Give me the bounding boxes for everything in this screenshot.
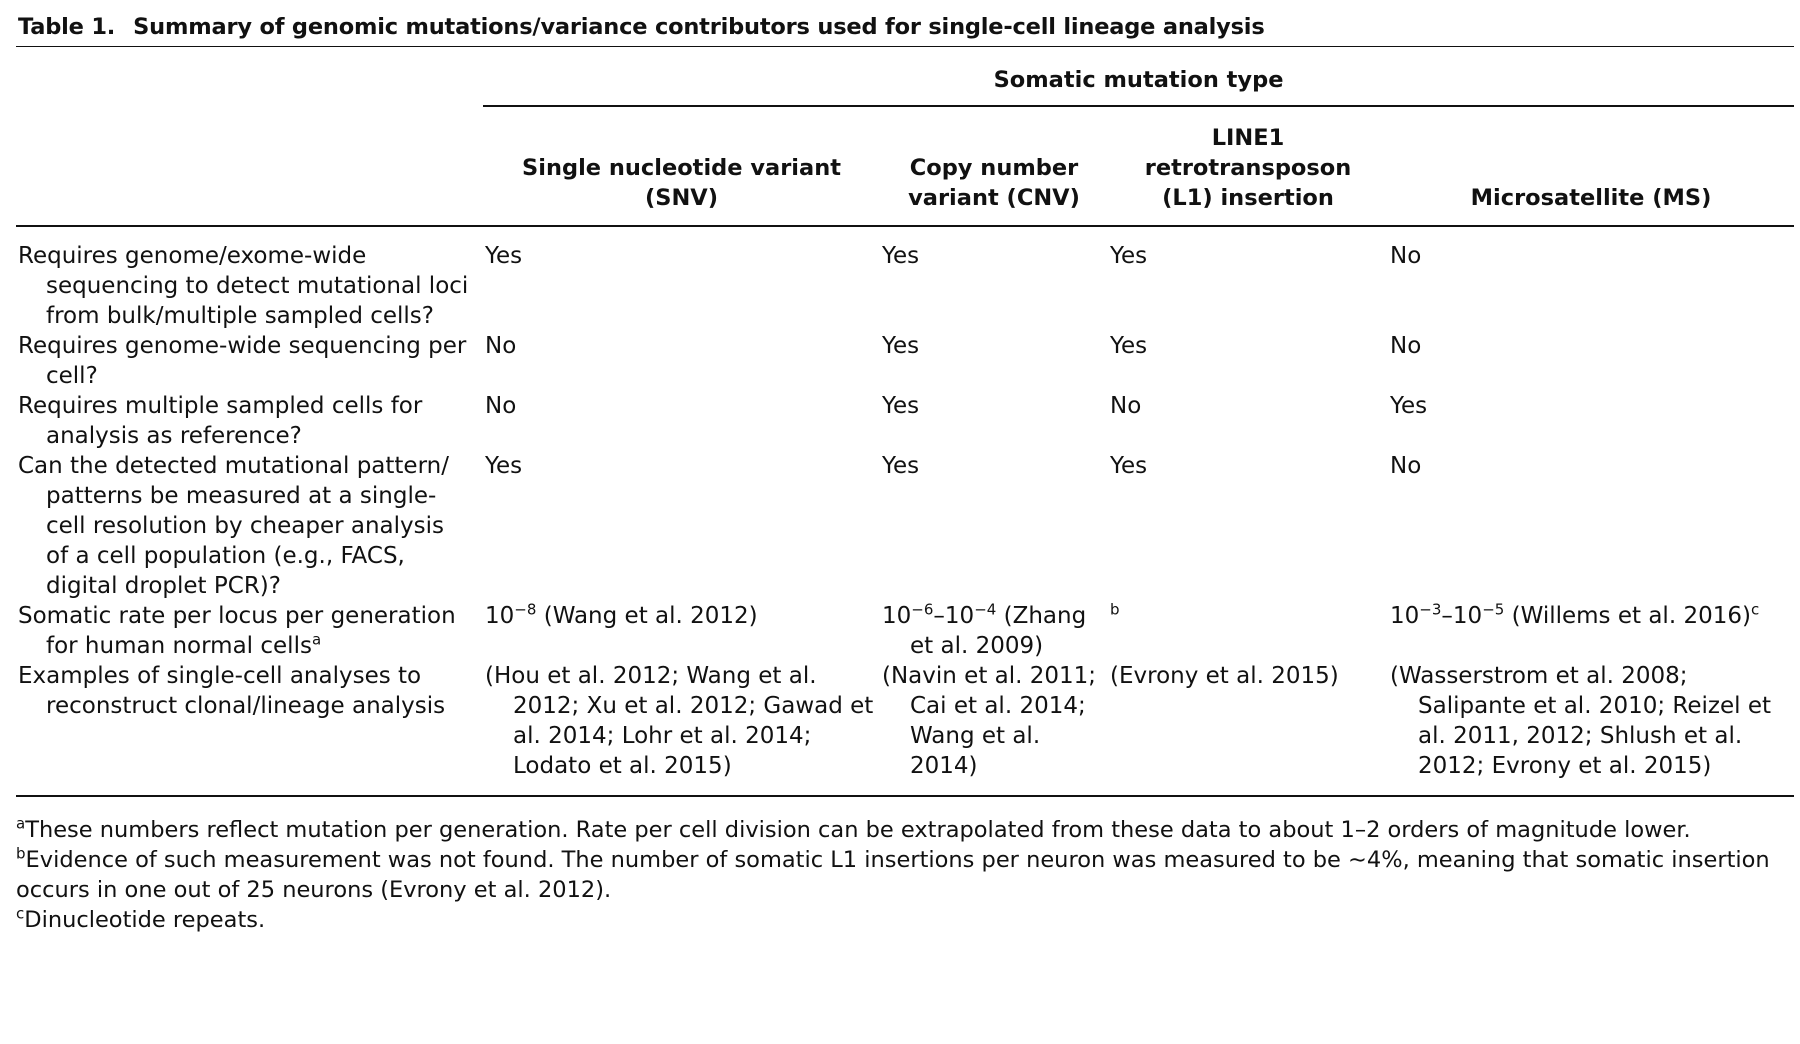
- group-header: Somatic mutation type: [483, 47, 1794, 106]
- table-cell: No: [1390, 333, 1422, 359]
- row-label: [16, 391, 483, 451]
- cell-text: [882, 601, 1102, 661]
- footnote-mark: a: [311, 630, 322, 649]
- table-cell: [880, 661, 1108, 796]
- row-label-text: Requires genome/exome-wide sequencing to detect mutational loci from bulk/multiple sampled cells?: [18, 243, 469, 329]
- footnote-mark: c: [16, 904, 25, 923]
- footnote-a: [16, 815, 1776, 845]
- footnotes: [16, 815, 1776, 935]
- footnote-text: Evidence of such measurement was not found. The number of somatic L1 insertions per neuron was measured to be ∼4%, meaning that somatic insertion occurs in one out of 25 neurons (Evrony et al. 2012).: [16, 847, 1770, 903]
- table-row: [16, 601, 1794, 661]
- table-cell: Yes: [1110, 333, 1148, 359]
- table-row: [16, 331, 1794, 391]
- cell-text: [1390, 601, 1788, 631]
- column-header-line: (SNV): [644, 185, 718, 211]
- table-cell: Yes: [882, 393, 920, 419]
- table-row: [16, 391, 1794, 451]
- cell-tail: –10: [1441, 603, 1483, 629]
- column-header-cnv: [880, 106, 1108, 226]
- row-label-text: Requires multiple sampled cells for analysis as reference?: [18, 393, 423, 449]
- footnote-mark: c: [1750, 600, 1760, 619]
- table-cell: Yes: [882, 243, 920, 269]
- table-cell: Yes: [1110, 453, 1148, 479]
- column-header-line: Microsatellite (MS): [1470, 185, 1712, 211]
- table-cell: Yes: [485, 243, 523, 269]
- cell-base: 10: [485, 603, 515, 629]
- table-row: [16, 226, 1794, 331]
- column-header-line: Single nucleotide variant: [522, 155, 841, 181]
- table-cell: [483, 601, 880, 661]
- cell-text: (Hou et al. 2012; Wang et al. 2012; Xu et al. 2012; Gawad et al. 2014; Lohr et al. 2014; Lodato et al. 2015): [485, 663, 874, 779]
- footnote-mark: a: [16, 814, 26, 833]
- exponent: −3: [1419, 600, 1442, 619]
- row-label-text: [18, 601, 473, 661]
- row-label-text: Requires genome-wide sequencing per cell?: [18, 333, 467, 389]
- table-cell: No: [1390, 453, 1422, 479]
- stub-header: [16, 106, 483, 226]
- table-cell: Yes: [882, 333, 920, 359]
- footnote-mark: b: [16, 844, 26, 863]
- table-cell: Yes: [1390, 393, 1428, 419]
- column-header-l1: [1108, 106, 1388, 226]
- table-cell: No: [1110, 393, 1142, 419]
- exponent: −4: [974, 600, 997, 619]
- table-row: [16, 661, 1794, 796]
- cell-tail: (Wang et al. 2012): [536, 603, 758, 629]
- row-label-text: Examples of single-cell analyses to reconstruct clonal/lineage analysis: [18, 663, 446, 719]
- table-cell: [483, 661, 880, 796]
- column-header-line: LINE1: [1211, 125, 1285, 151]
- cell-text: (Evrony et al. 2015): [1110, 663, 1339, 689]
- column-header-snv: [483, 106, 880, 226]
- table-title: Summary of genomic mutations/variance contributors used for single-cell lineage analysis: [133, 14, 1265, 40]
- footnote-c: [16, 905, 1776, 935]
- table-cell: [1108, 601, 1388, 661]
- column-header-line: (L1) insertion: [1162, 185, 1334, 211]
- row-label-text: Can the detected mutational pattern/ patterns be measured at a single-cell resolution by cheaper analysis of a cell population (e.g., FACS, digital droplet PCR)?: [18, 453, 449, 599]
- cell-base: 10: [882, 603, 912, 629]
- cell-base: 10: [1390, 603, 1420, 629]
- table-cell: Yes: [882, 453, 920, 479]
- column-header-line: Copy number: [909, 155, 1079, 181]
- table-label: Table 1.: [18, 14, 116, 40]
- footnote-mark: b: [1110, 600, 1120, 619]
- cell-tail: –10: [933, 603, 975, 629]
- column-header-line: variant (CNV): [908, 185, 1080, 211]
- exponent: −8: [514, 600, 537, 619]
- column-header-line: retrotransposon: [1144, 155, 1352, 181]
- table-cell: Yes: [485, 453, 523, 479]
- footnote-b: [16, 845, 1776, 905]
- cell-citation: (Zhang et al. 2009): [910, 603, 1087, 659]
- table-cell: [1108, 661, 1388, 796]
- footnote-text: Dinucleotide repeats.: [24, 907, 266, 933]
- table-row: [16, 451, 1794, 601]
- exponent: −5: [1482, 600, 1505, 619]
- table-cell: No: [485, 393, 517, 419]
- row-label: [16, 601, 483, 661]
- table-cell: No: [485, 333, 517, 359]
- table-cell: [1388, 601, 1794, 661]
- table-caption: [16, 12, 1794, 42]
- footnote-text: These numbers reflect mutation per generation. Rate per cell division can be extrapolated from these data to about 1–2 orders of magnitude lower.: [25, 817, 1691, 843]
- table-cell: [1388, 661, 1794, 796]
- row-label: [16, 451, 483, 601]
- header-spacer: [16, 47, 483, 106]
- row-label: [16, 661, 483, 796]
- row-label: [16, 226, 483, 331]
- table-cell: [880, 601, 1108, 661]
- cell-text: (Wasserstrom et al. 2008; Salipante et al. 2010; Reizel et al. 2011, 2012; Shlush et al. 2012; Evrony et al. 2015): [1390, 663, 1771, 779]
- table-cell: Yes: [1110, 243, 1148, 269]
- exponent: −6: [911, 600, 934, 619]
- cell-text: [485, 601, 874, 631]
- cell-citation: (Willems et al. 2016): [1504, 603, 1751, 629]
- row-label: [16, 331, 483, 391]
- column-header-ms: [1388, 106, 1794, 226]
- table-cell: No: [1390, 243, 1422, 269]
- summary-table: [16, 47, 1794, 797]
- table-page: [16, 12, 1794, 935]
- row-label-main: Somatic rate per locus per generation for human normal cells: [18, 603, 456, 659]
- cell-text: (Navin et al. 2011; Cai et al. 2014; Wang et al. 2014): [882, 663, 1097, 779]
